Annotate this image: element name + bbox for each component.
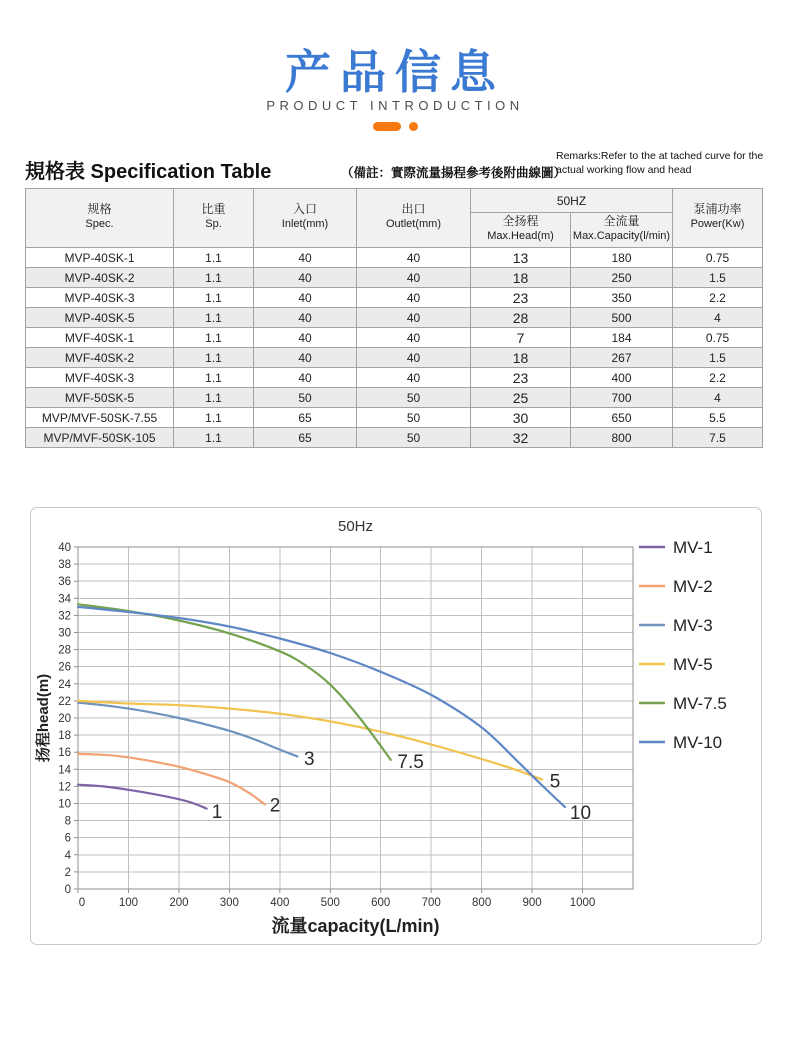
pump-curve-chart: [31, 508, 761, 944]
y-tick-label: 20: [58, 713, 71, 725]
cell-sp: 1.1: [174, 368, 254, 388]
cell-head: 25: [471, 388, 571, 408]
curve-end-label-MV-1: 1: [211, 802, 223, 824]
legend-label-MV-2: MV-2: [673, 577, 713, 596]
y-tick-label: 28: [58, 644, 71, 657]
cell-capacity: 800: [571, 428, 673, 448]
column-header-max-capacity: 全流量 Max.Capacity(l/min): [571, 213, 673, 248]
cell-capacity: 650: [571, 408, 673, 428]
y-tick-label: 36: [58, 576, 71, 589]
cell-inlet: 50: [254, 388, 357, 408]
table-row: [26, 308, 763, 328]
cell-outlet: 40: [357, 368, 471, 388]
cell-head: 7: [471, 328, 571, 348]
cell-head: 23: [471, 288, 571, 308]
cell-spec: MVF-50SK-5: [26, 388, 174, 408]
table-row: [26, 328, 763, 348]
y-tick-label: 16: [58, 747, 71, 760]
cell-head: 23: [471, 368, 571, 388]
curve-end-label-MV-10: 10: [569, 803, 592, 825]
y-tick-label: 22: [58, 695, 71, 708]
legend-label-MV-10: MV-10: [673, 733, 723, 752]
curve-end-label-MV-3: 3: [304, 749, 315, 771]
cell-outlet: 50: [357, 388, 471, 408]
cell-capacity: 267: [571, 348, 673, 368]
cell-spec: MVP-40SK-2: [26, 268, 174, 288]
curve-MV-3: [78, 703, 298, 757]
cell-capacity: 700: [571, 388, 673, 408]
cell-capacity: 500: [571, 308, 673, 328]
legend-label-MV-1: MV-1: [673, 538, 713, 557]
chart-title: 50Hz: [337, 518, 374, 535]
spec-remarks-en: Remarks:Refer to the at tached curve for the actual working flow and head: [556, 150, 764, 176]
x-tick-label: 0: [78, 897, 86, 909]
legend-label-MV-7.5: MV-7.5: [673, 694, 727, 713]
y-tick-label: 0: [64, 884, 71, 896]
cell-power: 2.2: [673, 368, 763, 388]
cell-spec: MVF-40SK-2: [26, 348, 174, 368]
cell-outlet: 40: [357, 308, 471, 328]
cell-inlet: 65: [254, 428, 357, 448]
y-tick-label: 6: [64, 832, 71, 845]
y-tick-label: 12: [58, 781, 71, 794]
table-row: [26, 288, 763, 308]
cell-sp: 1.1: [174, 388, 254, 408]
table-row: [26, 248, 763, 268]
cell-power: 1.5: [673, 348, 763, 368]
curve-end-label-MV-7.5: 7.5: [397, 751, 424, 773]
pump-curve-panel: [30, 507, 762, 945]
cell-power: 4: [673, 308, 763, 328]
cell-power: 4: [673, 388, 763, 408]
cell-spec: MVP-40SK-1: [26, 248, 174, 268]
table-row: [26, 388, 763, 408]
cell-spec: MVP-40SK-3: [26, 288, 174, 308]
x-tick-label: 400: [270, 897, 290, 909]
y-tick-label: 34: [58, 593, 71, 606]
cell-spec: MVF-40SK-1: [26, 328, 174, 348]
accent-bar-icon: [373, 122, 401, 131]
cell-power: 5.5: [673, 408, 763, 428]
cell-inlet: 40: [254, 348, 357, 368]
cell-capacity: 184: [571, 328, 673, 348]
cell-head: 13: [471, 248, 571, 268]
cell-capacity: 180: [571, 248, 673, 268]
cell-inlet: 40: [254, 328, 357, 348]
page-title: 产品信息: [285, 46, 505, 98]
column-header-spec: 规格 Spec.: [26, 189, 174, 248]
y-tick-label: 24: [58, 678, 71, 691]
cell-head: 32: [471, 428, 571, 448]
table-row: [26, 348, 763, 368]
cell-power: 2.2: [673, 288, 763, 308]
legend-label-MV-5: MV-5: [673, 655, 713, 674]
cell-inlet: 40: [254, 308, 357, 328]
cell-head: 28: [471, 308, 571, 328]
cell-head: 30: [471, 408, 571, 428]
table-row: [26, 408, 763, 428]
cell-head: 18: [471, 268, 571, 288]
cell-outlet: 40: [357, 248, 471, 268]
y-tick-label: 26: [58, 661, 71, 674]
column-group-50hz: 50HZ: [471, 189, 673, 213]
cell-sp: 1.1: [174, 328, 254, 348]
curve-end-label-MV-5: 5: [549, 771, 561, 793]
cell-inlet: 65: [254, 408, 357, 428]
cell-outlet: 40: [357, 288, 471, 308]
cell-spec: MVP-40SK-5: [26, 308, 174, 328]
cell-capacity: 400: [571, 368, 673, 388]
curve-MV-1: [78, 785, 207, 809]
y-tick-label: 4: [64, 849, 71, 862]
x-tick-label: 700: [421, 897, 441, 909]
cell-inlet: 40: [254, 268, 357, 288]
title-decoration: [0, 122, 790, 131]
x-tick-label: 900: [522, 897, 542, 909]
specification-table: [25, 188, 763, 448]
cell-power: 0.75: [673, 328, 763, 348]
table-row: [26, 268, 763, 288]
cell-head: 18: [471, 348, 571, 368]
column-header-power: 泵浦功率 Power(Kw): [673, 189, 763, 248]
cell-outlet: 50: [357, 408, 471, 428]
column-header-outlet: 出口 Outlet(mm): [357, 189, 471, 248]
curve-MV-10: [78, 607, 565, 807]
y-axis-label: 扬程head(m): [35, 673, 52, 763]
y-tick-label: 2: [64, 866, 71, 879]
cell-outlet: 40: [357, 328, 471, 348]
cell-sp: 1.1: [174, 408, 254, 428]
cell-sp: 1.1: [174, 288, 254, 308]
cell-power: 1.5: [673, 268, 763, 288]
cell-outlet: 50: [357, 428, 471, 448]
cell-sp: 1.1: [174, 348, 254, 368]
specification-table-header: [26, 189, 763, 248]
y-tick-label: 8: [64, 815, 71, 828]
legend-label-MV-3: MV-3: [673, 616, 713, 635]
specification-table-body: [26, 248, 763, 448]
cell-outlet: 40: [357, 268, 471, 288]
cell-sp: 1.1: [174, 428, 254, 448]
cell-spec: MVP/MVF-50SK-105: [26, 428, 174, 448]
spec-table-title: 規格表 Specification Table: [25, 161, 272, 183]
x-tick-label: 1000: [569, 897, 596, 909]
cell-power: 0.75: [673, 248, 763, 268]
x-tick-label: 300: [219, 897, 239, 909]
x-tick-label: 800: [472, 897, 492, 909]
cell-inlet: 40: [254, 288, 357, 308]
y-tick-label: 18: [58, 730, 71, 743]
accent-dot-icon: [409, 122, 418, 131]
page-subtitle: PRODUCT INTRODUCTION: [266, 98, 524, 113]
cell-capacity: 350: [571, 288, 673, 308]
cell-sp: 1.1: [174, 248, 254, 268]
cell-spec: MVP/MVF-50SK-7.55: [26, 408, 174, 428]
x-tick-label: 200: [169, 897, 189, 909]
y-tick-label: 40: [58, 542, 71, 554]
column-header-inlet: 入口 Inlet(mm): [254, 189, 357, 248]
cell-power: 7.5: [673, 428, 763, 448]
table-row: [26, 368, 763, 388]
column-header-sp: 比重 Sp.: [174, 189, 254, 248]
y-tick-label: 14: [58, 764, 71, 777]
cell-inlet: 40: [254, 248, 357, 268]
y-tick-label: 30: [58, 627, 71, 640]
x-tick-label: 500: [320, 897, 340, 909]
y-tick-label: 38: [58, 559, 71, 572]
cell-spec: MVF-40SK-3: [26, 368, 174, 388]
y-tick-label: 32: [58, 610, 71, 623]
table-row: [26, 428, 763, 448]
x-axis-label: 流量capacity(L/min): [271, 916, 440, 936]
x-tick-label: 100: [118, 897, 139, 909]
cell-sp: 1.1: [174, 268, 254, 288]
cell-sp: 1.1: [174, 308, 254, 328]
cell-outlet: 40: [357, 348, 471, 368]
column-header-max-head: 全扬程 Max.Head(m): [471, 213, 571, 248]
cell-inlet: 40: [254, 368, 357, 388]
curve-end-label-MV-2: 2: [269, 795, 281, 817]
x-tick-label: 600: [371, 897, 391, 909]
spec-note-zh: （備註：實際流量揚程參考後附曲線圖）: [341, 166, 567, 180]
cell-capacity: 250: [571, 268, 673, 288]
y-tick-label: 10: [58, 798, 71, 811]
